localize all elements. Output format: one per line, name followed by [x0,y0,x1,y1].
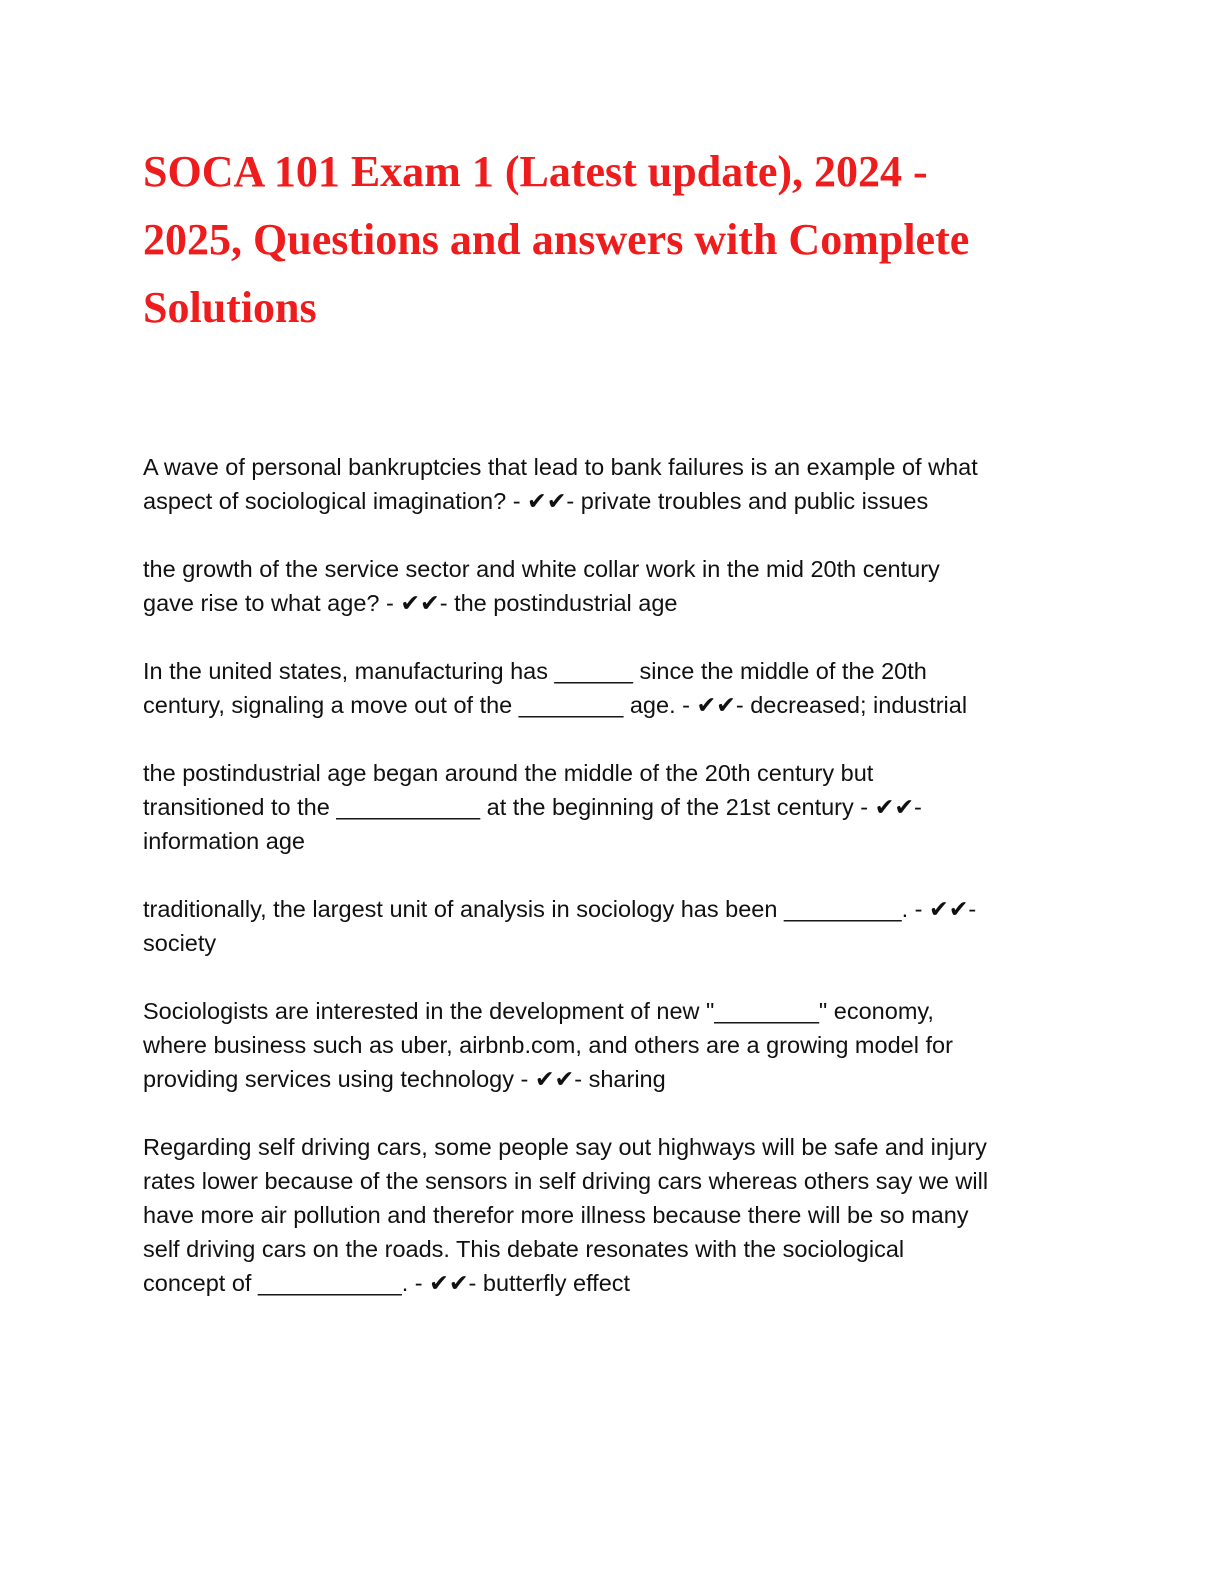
qa-item-5: traditionally, the largest unit of analysis in sociology has been _________. - ✔✔- society [143,896,977,956]
qa-item-3: In the united states, manufacturing has ______ since the middle of the 20th century, signaling a move out of the ________ age. - ✔✔- decreased; industrial [143,658,968,718]
qa-item-1: A wave of personal bankruptcies that lead to bank failures is an example of what aspect of sociological imagination? - ✔✔- private troubles and public issues [143,454,978,514]
qa-item-2: the growth of the service sector and white collar work in the mid 20th century gave rise to what age? - ✔✔- the postindustrial age [143,556,940,616]
qa-item-7: Regarding self driving cars, some people say out highways will be safe and injury rates lower because of the sensors in self driving cars whereas others say we will have more air pollution and therefor more illness because there will be so many self driving cars on the roads. This debate resonates with the sociological concept of ___________. - ✔✔- butterfly effect [143,1134,989,1296]
qa-item-4: the postindustrial age began around the middle of the 20th century but transitioned to the ___________ at the beginning of the 21st century - ✔✔- information age [143,760,922,854]
qa-item-6: Sociologists are interested in the development of new "________" economy, where business such as uber, airbnb.com, and others are a growing model for providing services using technology - ✔✔- sharing [143,998,953,1092]
qa-list [143,450,1083,1334]
document-title: SOCA 101 Exam 1 (Latest update), 2024 - 2025, Questions and answers with Complete Solutions [143,147,970,332]
